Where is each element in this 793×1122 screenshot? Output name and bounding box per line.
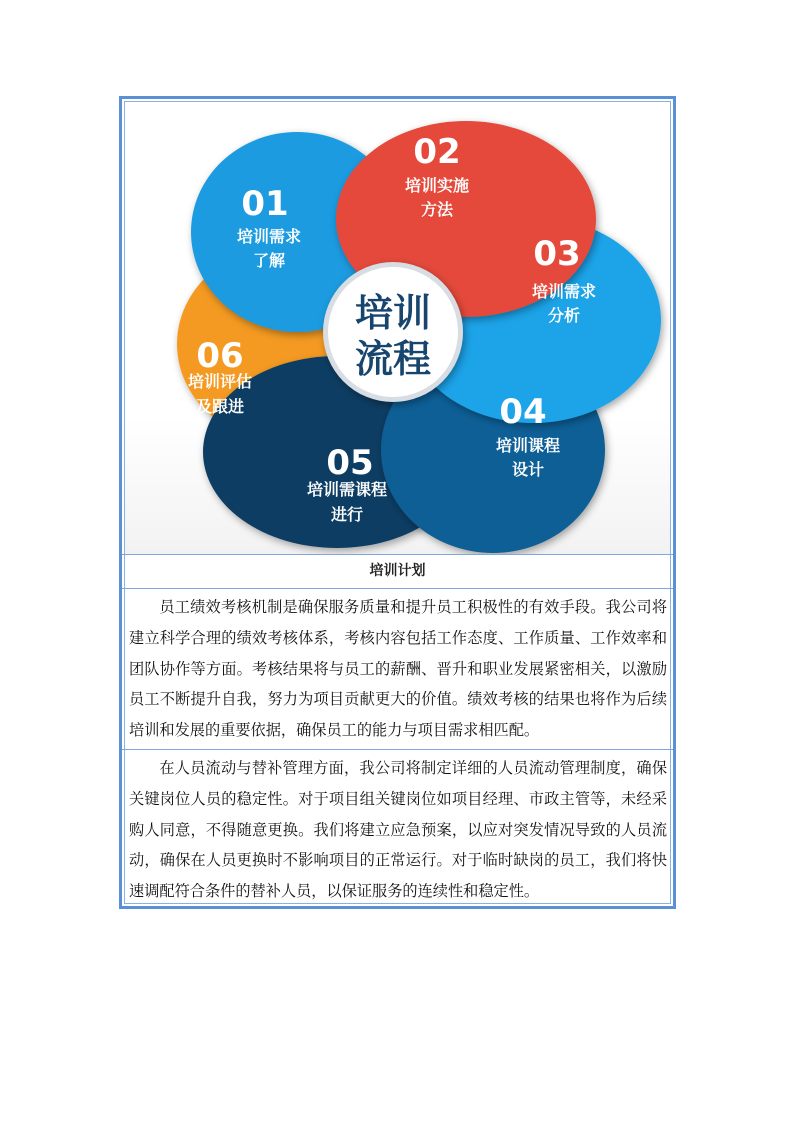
center-title-line1: 培训: [354, 291, 432, 335]
figure-caption: 培训计划: [369, 563, 426, 579]
petal-04-label-2: 设计: [511, 460, 545, 479]
petal-02-label-1: 培训实施: [404, 176, 470, 195]
divider: [122, 749, 673, 750]
petal-05-label-1: 培训需课程: [306, 480, 388, 499]
training-flow-diagram: [125, 102, 670, 554]
divider: [122, 588, 673, 589]
petal-06-number: 06: [196, 336, 244, 376]
petal-01-label-1: 培训需求: [236, 227, 302, 246]
training-flow-figure: [125, 102, 670, 554]
petal-03-label-1: 培训需求: [531, 282, 597, 301]
petal-06-label-1: 培训评估: [187, 372, 253, 391]
petal-03-label-2: 分析: [547, 306, 581, 325]
petal-04-number: 04: [499, 392, 547, 432]
petal-02-number: 02: [413, 132, 461, 172]
petal-01-label-2: 了解: [252, 251, 286, 270]
petal-04-label-1: 培训课程: [495, 436, 561, 455]
petal-02-label-2: 方法: [420, 200, 454, 219]
petal-01-number: 01: [241, 184, 289, 224]
petal-05-label-2: 进行: [330, 505, 364, 524]
petal-03-number: 03: [533, 234, 581, 274]
petal-05-number: 05: [326, 443, 374, 483]
document-table: [119, 96, 676, 909]
paragraph-performance: 员工绩效考核机制是确保服务质量和提升员工积极性的有效手段。我公司将建立科学合理的绩效考核体系，考核内容包括工作态度、工作质量、工作效率和团队协作等方面。考核结果将与员工的薪酬、晋升和职业发展紧密相关，以激励员工不断提升自我，努力为项目贡献更大的价值。绩效考核的结果也将作为后续培训和发展的重要依据，确保员工的能力与项目需求相匹配。: [129, 598, 667, 740]
paragraph-staffing: 在人员流动与替补管理方面，我公司将制定详细的人员流动管理制度，确保关键岗位人员的稳定性。对于项目组关键岗位如项目经理、市政主管等，未经采购人同意，不得随意更换。我们将建立应急预案，以应对突发情况导致的人员流动，确保在人员更换时不影响项目的正常运行。对于临时缺岗的员工，我们将快速调配符合条件的替补人员，以保证服务的连续性和稳定性。: [129, 759, 667, 901]
petal-06-label-2: 及跟进: [195, 397, 245, 416]
center-title-line2: 流程: [354, 337, 432, 381]
